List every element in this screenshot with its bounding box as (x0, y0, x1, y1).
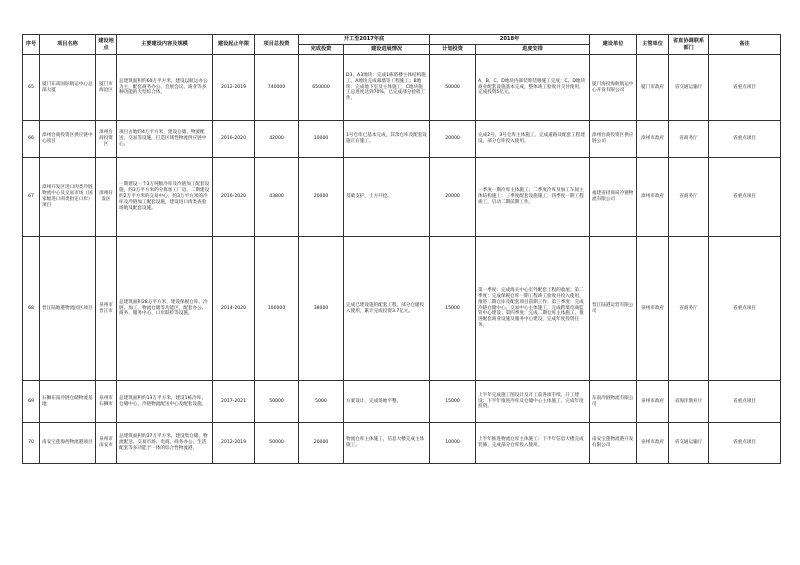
cell-schedule: 上半年完成施工图设计及开工前各项手续，开工建设；下半年推进冷库及仓储中心主体施工，完成年度投资。 (476, 381, 590, 423)
cell-schedule: 完成2号、3号仓库主体施工，完成道路及配套工程建设，部分仓库投入使用。 (476, 121, 590, 158)
table-row (23, 121, 781, 158)
header-schedule: 进度安排 (476, 45, 590, 55)
cell-done-invest: 20000 (299, 423, 344, 464)
header-coord: 省直协调联系部门 (669, 35, 709, 55)
header-builder: 建设单位 (590, 35, 637, 55)
cell-period: 2016-2020 (213, 158, 255, 237)
header-location: 建设地点 (96, 35, 117, 55)
header-plan-invest: 计划投资 (430, 45, 476, 55)
cell-seq: 66 (23, 121, 40, 158)
cell-location: 漳州开发区 (96, 158, 117, 237)
cell-note: 省重点项目 (709, 423, 781, 464)
cell-location: 厦门市海沧区 (96, 55, 117, 121)
table-row (23, 55, 781, 121)
cell-period: 2016-2020 (213, 121, 255, 158)
cell-name: 南安宝莲海西物流港项目 (40, 423, 96, 464)
cell-done-invest: 650000 (299, 55, 344, 121)
cell-content: 项目占地约4万平方米，建设仓储、物流配送、交易等设施，打造区域性物流供应链中心。 (117, 121, 213, 158)
cell-coord: 省商务厅 (669, 237, 709, 381)
cell-seq: 65 (23, 55, 40, 121)
cell-location: 泉州市石狮市 (96, 381, 117, 423)
cell-plan-invest: 20000 (430, 121, 476, 158)
cell-coord: 省商务厅 (669, 158, 709, 237)
cell-total: 50000 (255, 381, 299, 423)
cell-name: 漳州台商投资区供应链中心项目 (40, 121, 96, 158)
cell-location: 泉州市南安市 (96, 423, 117, 464)
cell-note: 省重点项目 (709, 121, 781, 158)
cell-owner: 漳州市政府 (637, 158, 669, 237)
cell-builder: 厦门海投海航航运中心开发有限公司 (590, 55, 637, 121)
table-row (23, 237, 781, 381)
cell-done-invest: 38000 (299, 237, 344, 381)
header-row-1 (23, 35, 781, 45)
cell-owner: 泉州市政府 (637, 237, 669, 381)
cell-builder: 漳州台商投资区供应链公司 (590, 121, 637, 158)
table-row (23, 158, 781, 237)
cell-note: 省重点项目 (709, 381, 781, 423)
cell-progress: 基础支护，土方开挖。 (344, 158, 430, 237)
header-name: 项目名称 (40, 35, 96, 55)
header-2018: 2018年 (430, 35, 590, 45)
cell-owner: 泉州市政府 (637, 423, 669, 464)
cell-name: 晋江陆地港物流园区项目 (40, 237, 96, 381)
cell-total: 43800 (255, 158, 299, 237)
cell-total: 42000 (255, 121, 299, 158)
header-total: 项目总投资 (255, 35, 299, 55)
cell-schedule: 上半年推进物流仓库主体施工；下半年信息大楼完成装修，完成部分仓库投入使用。 (476, 423, 590, 464)
cell-plan-invest: 50000 (430, 55, 476, 121)
cell-progress: D3、A3地块：完成1栋塔楼主体结构施工，A地块完成幕墙等工程施工；B地块：完成地下室及主体施工，C地块施工总进度达到70%，已完成部分验收工作。 (344, 55, 430, 121)
cell-note: 省重点项目 (709, 55, 781, 121)
cell-period: 2014-2020 (213, 237, 255, 381)
cell-builder: 福建省招商局冷链物流有限公司 (590, 158, 637, 237)
cell-seq: 68 (23, 237, 40, 381)
cell-builder: 南安宝莲物流港开发有限公司 (590, 423, 637, 464)
cell-progress: 方案设计，完成场地平整。 (344, 381, 430, 423)
cell-done-invest: 20000 (299, 158, 344, 237)
cell-name: 厦门东南国际航运中心总部大厦 (40, 55, 96, 121)
cell-seq: 70 (23, 423, 40, 464)
cell-coord: 省海洋渔业厅 (669, 381, 709, 423)
cell-content: 总建筑面积约13万平方米，建设1栋冷库、仓储中心、冷链物流配送中心及配套设施。 (117, 381, 213, 423)
cell-owner: 厦门市政府 (637, 55, 669, 121)
cell-owner: 漳州市政府 (637, 121, 669, 158)
cell-content: 总建筑面积约37万平方米，建设集仓储、物流配送、交易市场、电商、商务办公、生活配套等多功能于一体的综合性物流港。 (117, 423, 213, 464)
cell-total: 740000 (255, 55, 299, 121)
cell-location: 泉州市晋江市 (96, 237, 117, 381)
cell-done-invest: 5000 (299, 381, 344, 423)
cell-schedule: 一季度一期冷库主体施工；二季度冷库及加工车间主体结构施工；三季度配套设施施工；四季度一期工程竣工，启动二期前期工作。 (476, 158, 590, 237)
cell-schedule: 第一季度：完成海关中心室外配套工程的收尾；第二季度：完成保税仓库一期工程竣工验收并投入使用，推进二期仓库及配套项目前期工作；第三季度：完成冷链仓储中心、交易中心主体施工，完成跨境电商监管中心建设；第四季度：完成二期仓库主体施工，推进配套商业设施及服务中心建设，完成年度投资任务。 (476, 237, 590, 381)
cell-done-invest: 10000 (299, 121, 344, 158)
header-note: 备注 (709, 35, 781, 55)
cell-plan-invest: 10000 (430, 423, 476, 464)
cell-name: 漳州开发区进口肉类冷链物流中心及交易市场（国家级进口肉类指定口岸）项目 (40, 158, 96, 237)
cell-progress: 1号仓库已基本完成，其余仓库及配套设施正在施工。 (344, 121, 430, 158)
cell-name: 石狮东南冷链仓储物流基地 (40, 381, 96, 423)
cell-plan-invest: 15000 (430, 381, 476, 423)
header-content: 主要建设内容及规模 (117, 35, 213, 55)
cell-plan-invest: 20000 (430, 158, 476, 237)
table-row (23, 423, 781, 464)
header-done-invest: 完成投资 (299, 45, 344, 55)
cell-note: 省重点项目 (709, 237, 781, 381)
header-owner: 主管单位 (637, 35, 669, 55)
project-table (22, 34, 781, 464)
cell-seq: 69 (23, 381, 40, 423)
cell-period: 2012-2019 (213, 423, 255, 464)
cell-progress: 物流仓库主体施工，信息大楼完成主体施工。 (344, 423, 430, 464)
cell-coord: 省交通运输厅 (669, 423, 709, 464)
header-period: 建设起止年限 (213, 35, 255, 55)
cell-content: 一期建设一个3万吨级冷库及冷链加工配套设施，约3万平方米的分拣加工厂房，二期建设约2万平方米的交易中心、约3万平方米的冷库及冷链加工配套设施，建设进口肉类查验场地及配套设施。 (117, 158, 213, 237)
cell-content: 总建筑面积28万平方米，建设保税仓库、冷链、加工、物流仓储等功能区，配套办公、商务、服务中心、口岸联检等设施。 (117, 237, 213, 381)
cell-plan-invest: 15000 (430, 237, 476, 381)
cell-location: 漳州台商投资区 (96, 121, 117, 158)
cell-period: 2017-2021 (213, 381, 255, 423)
header-progress: 建设进展情况 (344, 45, 430, 55)
table-row (23, 381, 781, 423)
cell-schedule: A、B、C、D地块内部装饰装修施工完成；C、D地块商业配套设施基本完成，整体竣工验收并交付使用，完成投资5亿元。 (476, 55, 590, 121)
header-seq: 序号 (23, 35, 40, 55)
project-table-sheet (22, 34, 780, 464)
cell-owner: 泉州市政府 (637, 381, 669, 423)
cell-builder: 晋江陆港运营有限公司 (590, 237, 637, 381)
cell-total: 100000 (255, 237, 299, 381)
cell-builder: 东南冷链物流有限公司 (590, 381, 637, 423)
cell-period: 2012-2019 (213, 55, 255, 121)
cell-progress: 完成已建设施的配套工程，部分仓储投入使用，累计完成投资3.7亿元。 (344, 237, 430, 381)
header-until2017: 开工至2017年底 (299, 35, 430, 45)
cell-content: 总建筑面积约60万平方米，建设以航运办公为主，配套商务办公、会展会议、商业等多种功能的大型综合体。 (117, 55, 213, 121)
cell-coord: 省交通运输厅 (669, 55, 709, 121)
cell-total: 50000 (255, 423, 299, 464)
cell-note: 省重点项目 (709, 158, 781, 237)
cell-coord: 省商务厅 (669, 121, 709, 158)
cell-seq: 67 (23, 158, 40, 237)
